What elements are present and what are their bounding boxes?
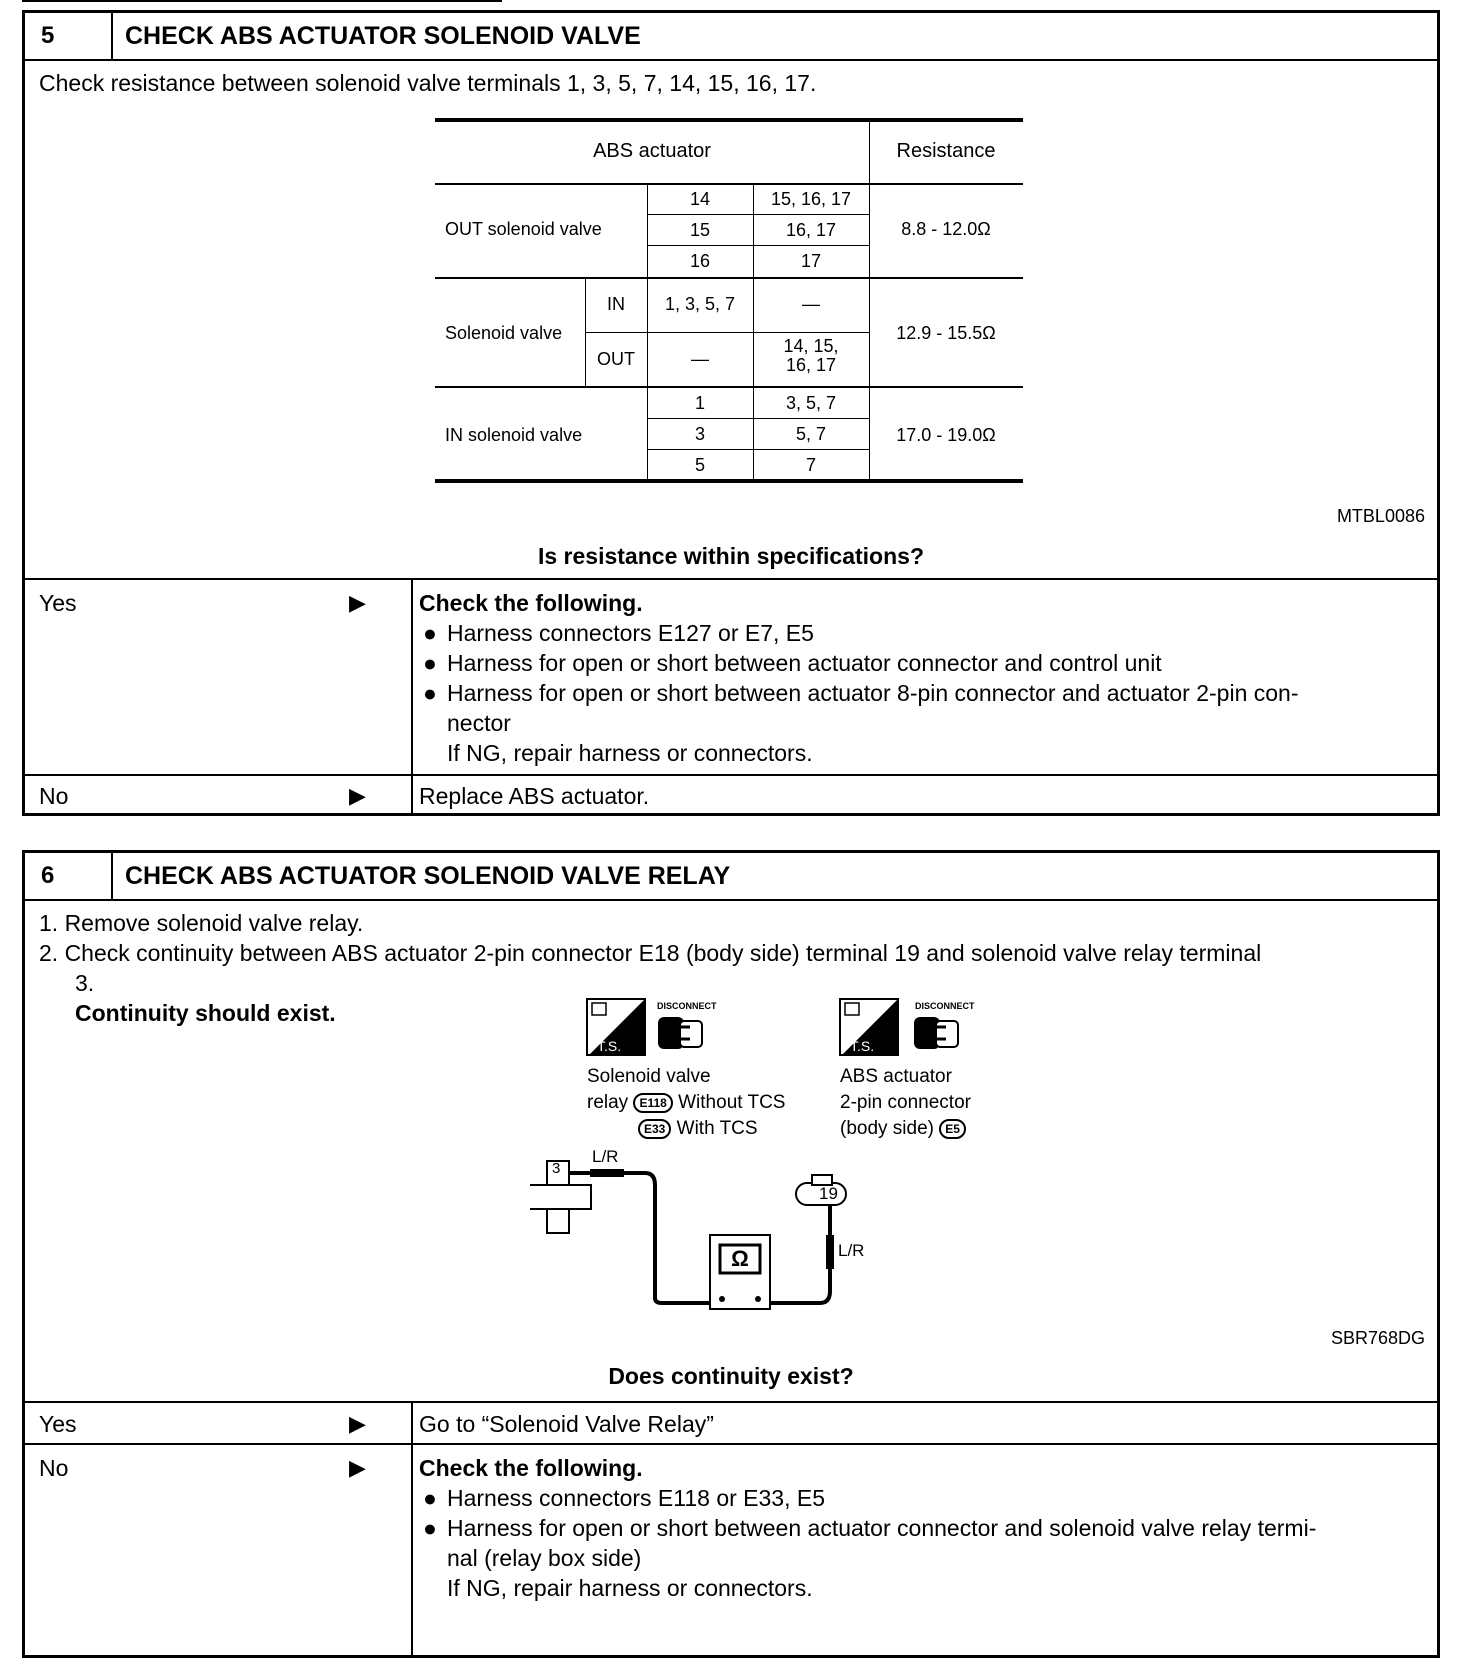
terminal-number: 3 [552, 1160, 561, 1177]
step-title: CHECK ABS ACTUATOR SOLENOID VALVE RELAY [125, 862, 731, 890]
check-heading: Check the following. [419, 1455, 643, 1481]
left-label-line-1: Solenoid valve [587, 1066, 711, 1087]
bullet-icon: ● [423, 620, 437, 646]
resistance-value: 17.0 - 19.0Ω [896, 425, 996, 445]
table-cell: 16, 17 [785, 220, 837, 240]
list-item-continuation: nector [447, 710, 511, 736]
disconnect-label: DISCONNECT [657, 1001, 717, 1011]
instruction-continuity: Continuity should exist. [75, 1000, 336, 1026]
list-item: ● Harness connectors E118 or E33, E5 [423, 1485, 826, 1511]
list-item: ● Harness for open or short between actuator connector and solenoid valve relay termi- [423, 1515, 1317, 1541]
wiring-diagram [530, 973, 1010, 1313]
answer-yes-row [25, 1401, 1437, 1445]
wire-left [569, 1173, 725, 1303]
right-label-line-1: ABS actuator [840, 1066, 952, 1087]
repair-note: If NG, repair harness or connectors. [447, 740, 813, 766]
disconnect-icon [914, 1017, 958, 1049]
figure-code: MTBL0086 [1336, 506, 1425, 526]
table-cell: IN [607, 294, 625, 314]
table-cell: 16 [689, 251, 711, 271]
answer-no-content [419, 1453, 1429, 1603]
row-label-solenoid: Solenoid valve [445, 323, 563, 343]
instruction-line-2: 2. Check continuity between ABS actuator 2-pin connector E18 (body side) terminal 19 and solenoid valve relay terminal [39, 940, 1262, 966]
table-cell: 5, 7 [795, 424, 827, 444]
table-cell: 1 [694, 393, 705, 413]
table-cell: 3 [694, 424, 705, 444]
terminal-number: 19 [819, 1184, 838, 1203]
table-cell: 14, 15, [783, 336, 839, 356]
top-rule [22, 0, 502, 2]
list-item-continuation: nal (relay box side) [447, 1545, 642, 1571]
step-6-header [25, 853, 1437, 901]
table-cell: 7 [805, 455, 816, 475]
disconnect-label: DISCONNECT [915, 1001, 975, 1011]
wire-color-label: L/R [592, 1147, 619, 1166]
bullet-icon: ● [423, 1515, 437, 1541]
check-heading: Check the following. [419, 590, 643, 616]
step-number: 6 [25, 853, 113, 899]
step-5-header [25, 13, 1437, 61]
repair-note: If NG, repair harness or connectors. [447, 1575, 813, 1601]
step-5-box [22, 10, 1440, 816]
step-number: 5 [25, 13, 113, 59]
arrow-right-icon: ▶ [349, 1411, 366, 1436]
instruction-line-2-cont: 3. [75, 970, 95, 996]
resistance-value: 8.8 - 12.0Ω [901, 219, 991, 239]
answer-no-label: No [39, 1455, 69, 1481]
table-cell: 5 [694, 455, 705, 475]
table-cell: 3, 5, 7 [785, 393, 837, 413]
header-abs-actuator: ABS actuator [593, 140, 711, 162]
row-label-out: OUT solenoid valve [445, 219, 602, 239]
table-cell: OUT [597, 349, 635, 369]
table-cell: 15, 16, 17 [770, 189, 852, 209]
row-label-in: IN solenoid valve [445, 425, 583, 445]
figure-code: SBR768DG [1330, 1328, 1425, 1348]
connector-badge: E5 [939, 1119, 966, 1139]
bullet-icon: ● [423, 650, 437, 676]
ts-label: T.S. [850, 1038, 875, 1054]
list-item: ● Harness connectors E127 or E7, E5 [423, 620, 814, 646]
step-title: CHECK ABS ACTUATOR SOLENOID VALVE [125, 22, 641, 50]
bullet-icon: ● [423, 1485, 437, 1511]
answer-yes-label: Yes [39, 590, 77, 616]
resistance-value: 12.9 - 15.5Ω [896, 323, 996, 343]
bullet-icon: ● [423, 680, 437, 706]
wire-color-label: L/R [838, 1241, 865, 1260]
step-instruction: Check resistance between solenoid valve terminals 1, 3, 5, 7, 14, 15, 16, 17. [39, 70, 817, 96]
resistance-spec-table [435, 118, 1023, 498]
answer-yes-content [419, 588, 1429, 768]
table-cell: 1, 3, 5, 7 [664, 294, 736, 314]
answer-no-row [25, 1443, 1437, 1657]
answer-yes-label: Yes [39, 1411, 77, 1437]
arrow-right-icon: ▶ [349, 783, 366, 808]
wiring-svg [530, 973, 1010, 1313]
answer-no-row [25, 774, 1437, 815]
right-label-line-2: 2-pin connector [840, 1092, 971, 1113]
connector-badge: E118 [633, 1093, 672, 1113]
right-label-line-3: (body side) E5 [840, 1116, 966, 1142]
instruction-line-1: 1. Remove solenoid valve relay. [39, 910, 364, 936]
ts-label: T.S. [597, 1038, 622, 1054]
disconnect-icon [658, 1017, 702, 1049]
connector-badge: E33 [638, 1119, 671, 1139]
wire-right [770, 1203, 830, 1303]
table-cell: 17 [800, 251, 822, 271]
table-cell: 16, 17 [785, 355, 837, 375]
list-item: ● Harness for open or short between actuator 8-pin connector and actuator 2-pin con- [423, 680, 1299, 706]
answer-no-content: Replace ABS actuator. [419, 783, 650, 809]
answer-no-label: No [39, 783, 69, 809]
ohm-symbol: Ω [731, 1246, 749, 1271]
left-label-line-3: E33 With TCS [638, 1116, 758, 1142]
header-resistance: Resistance [896, 140, 996, 162]
step-question: Does continuity exist? [608, 1363, 854, 1389]
step-question: Is resistance within specifications? [537, 543, 924, 569]
table-cell: 15 [689, 220, 711, 240]
left-label-line-2: relay E118 Without TCS [587, 1092, 786, 1113]
table-cell: — [691, 349, 709, 369]
answer-yes-content: Go to “Solenoid Valve Relay” [419, 1411, 714, 1437]
answer-yes-row [25, 578, 1437, 776]
table-cell: 14 [689, 189, 711, 209]
step-6-box [22, 850, 1440, 1658]
list-item: ● Harness for open or short between actuator connector and control unit [423, 650, 1162, 676]
arrow-right-icon: ▶ [349, 590, 366, 615]
table-cell: — [802, 294, 820, 314]
arrow-right-icon: ▶ [349, 1455, 366, 1480]
